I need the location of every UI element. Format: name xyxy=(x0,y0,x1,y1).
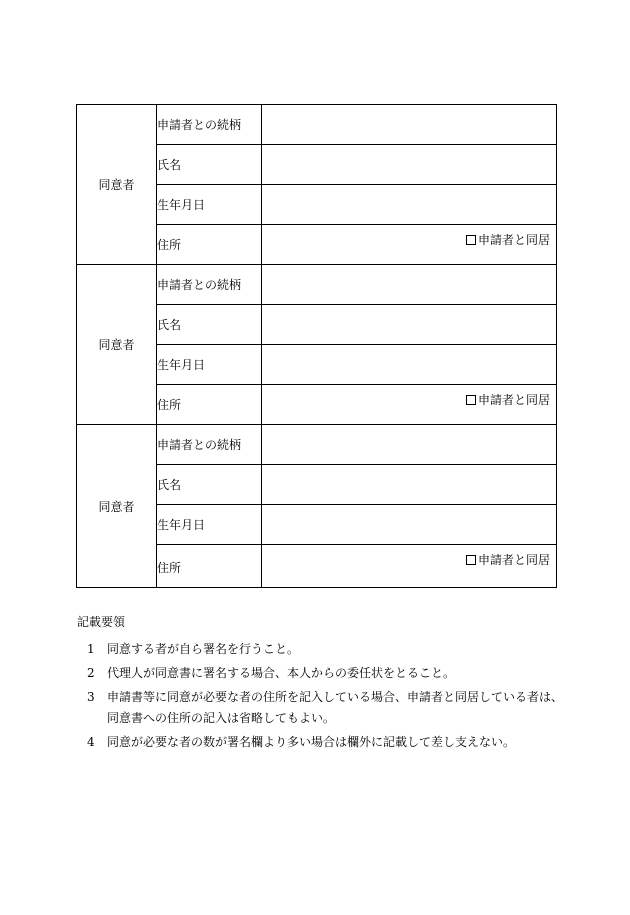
note-text: 代理人が同意書に署名する場合、本人からの委任状をとること。 xyxy=(107,666,456,680)
address-field[interactable] xyxy=(262,385,557,425)
consenter-group-label: 同意者 xyxy=(77,265,157,425)
address-label: 住所 xyxy=(157,385,262,425)
table-row xyxy=(77,425,557,465)
dob-label: 生年月日 xyxy=(157,345,262,385)
note-text: 同意する者が自ら署名を行うこと。 xyxy=(107,642,300,656)
consent-table xyxy=(76,104,557,588)
note-text: 申請書等に同意が必要な者の住所を記入している場合、申請者と同居している者は、同意書への住所の記入は省略してもよい。 xyxy=(107,690,564,725)
consenter-group-label: 同意者 xyxy=(77,425,157,588)
relation-label: 申請者との続柄 xyxy=(157,425,262,465)
address-field[interactable] xyxy=(262,225,557,265)
dob-label: 生年月日 xyxy=(157,505,262,545)
note-number: 2 xyxy=(87,666,95,680)
name-field[interactable] xyxy=(262,145,557,185)
table-row xyxy=(77,265,557,305)
dob-field[interactable] xyxy=(262,185,557,225)
note-number: 4 xyxy=(87,735,95,749)
address-label: 住所 xyxy=(157,545,262,588)
relation-field[interactable] xyxy=(262,425,557,465)
cohabit-option[interactable] xyxy=(466,551,550,568)
list-item xyxy=(77,732,567,753)
dob-label: 生年月日 xyxy=(157,185,262,225)
dob-field[interactable] xyxy=(262,505,557,545)
cohabit-checkbox[interactable] xyxy=(466,235,476,245)
cohabit-checkbox[interactable] xyxy=(466,555,476,565)
relation-label: 申請者との続柄 xyxy=(157,105,262,145)
table-row xyxy=(77,105,557,145)
list-item xyxy=(77,687,567,729)
relation-field[interactable] xyxy=(262,105,557,145)
dob-field[interactable] xyxy=(262,345,557,385)
name-field[interactable] xyxy=(262,465,557,505)
address-label: 住所 xyxy=(157,225,262,265)
name-label: 氏名 xyxy=(157,305,262,345)
note-number: 1 xyxy=(87,642,95,656)
cohabit-label: 申請者と同居 xyxy=(477,553,550,567)
name-label: 氏名 xyxy=(157,465,262,505)
instructions-title: 記載要領 xyxy=(77,615,126,629)
cohabit-label: 申請者と同居 xyxy=(477,233,550,247)
relation-label: 申請者との続柄 xyxy=(157,265,262,305)
name-label: 氏名 xyxy=(157,145,262,185)
cohabit-option[interactable] xyxy=(466,231,550,248)
cohabit-label: 申請者と同居 xyxy=(477,393,550,407)
list-item xyxy=(77,639,567,660)
list-item xyxy=(77,663,567,684)
instructions-section xyxy=(77,613,567,756)
consenter-group-label: 同意者 xyxy=(77,105,157,265)
note-text: 同意が必要な者の数が署名欄より多い場合は欄外に記載して差し支えない。 xyxy=(107,735,516,749)
cohabit-option[interactable] xyxy=(466,391,550,408)
note-number: 3 xyxy=(87,690,95,704)
name-field[interactable] xyxy=(262,305,557,345)
address-field[interactable] xyxy=(262,545,557,588)
cohabit-checkbox[interactable] xyxy=(466,395,476,405)
relation-field[interactable] xyxy=(262,265,557,305)
